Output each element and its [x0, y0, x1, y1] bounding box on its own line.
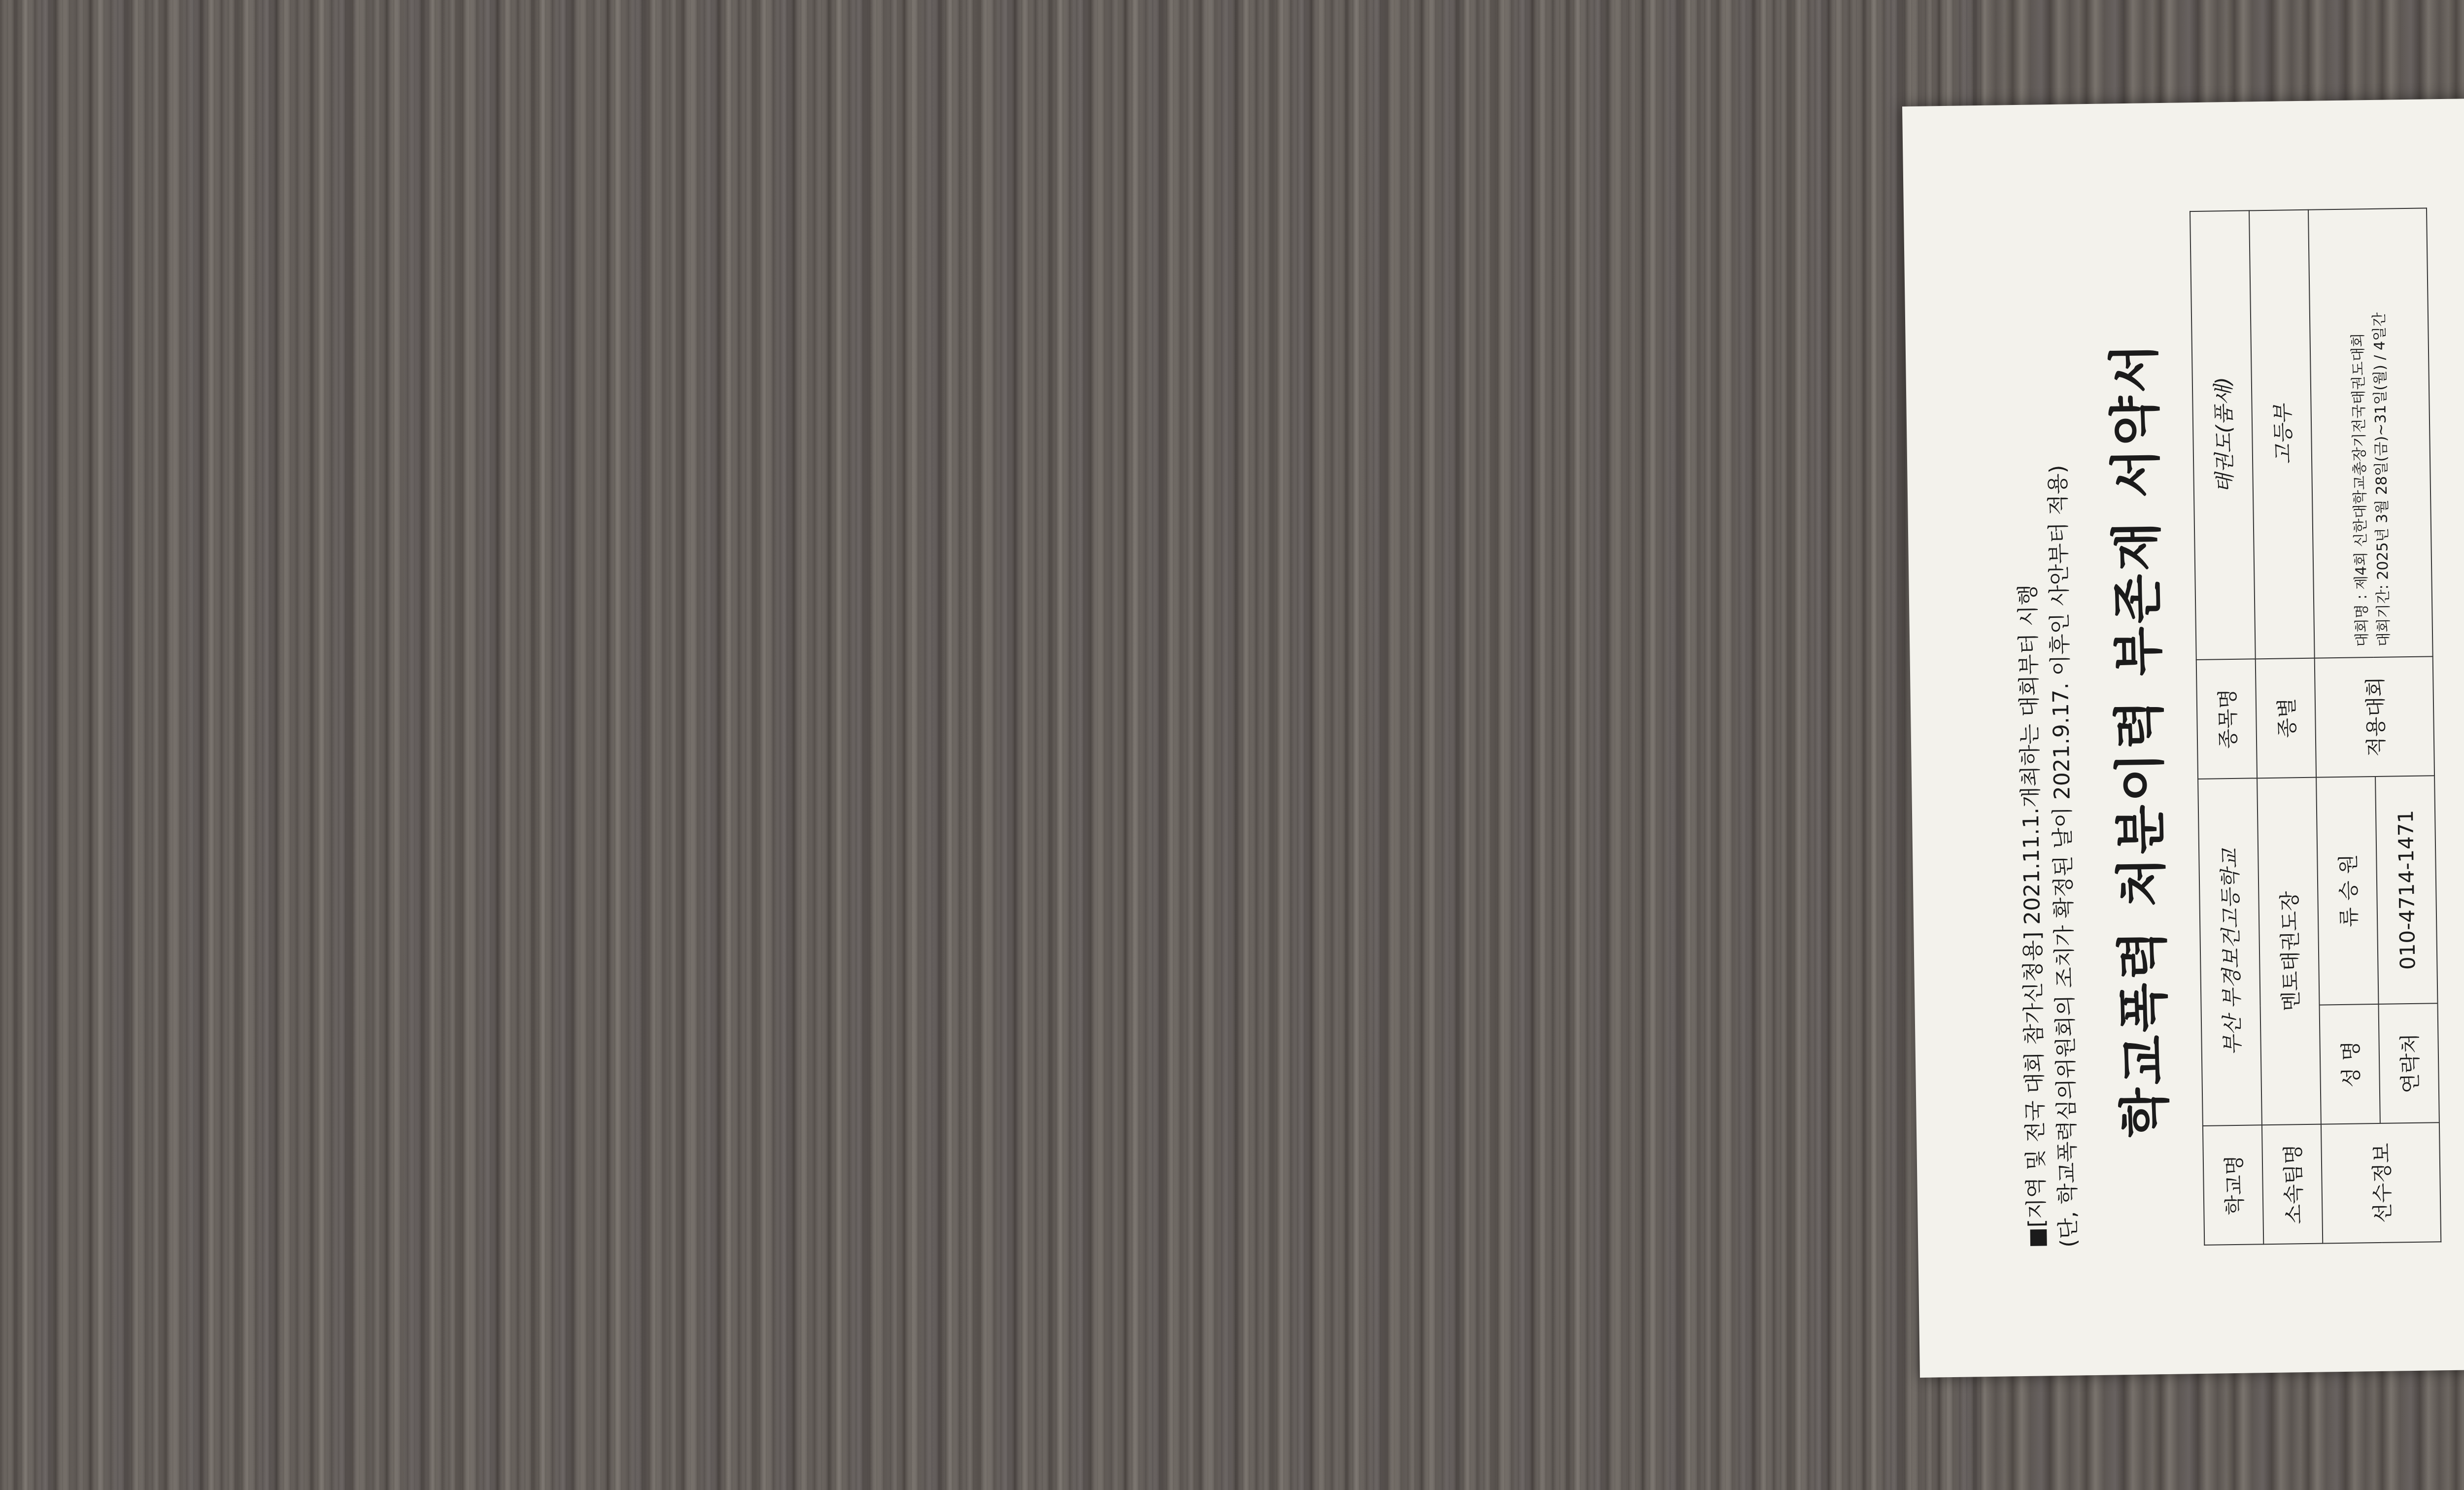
- player-label: 선수정보: [2321, 1122, 2441, 1243]
- notice-block: [2011, 465, 2085, 1248]
- school-label: 학교명: [2203, 1125, 2263, 1245]
- name-label: 성 명: [2320, 1004, 2380, 1124]
- applied-label: 적용대회: [2315, 656, 2434, 777]
- event-value: 태권도(품새): [2190, 210, 2256, 659]
- applied-event-period: 대회기간: 2025년 3월 28일(금)~31일(월) / 4일간: [2370, 312, 2393, 647]
- applied-value: [2308, 208, 2433, 658]
- contact-value: 010-4714-1471: [2375, 776, 2437, 1004]
- team-value: 멘토태권도장: [2257, 777, 2321, 1125]
- notice-line-1: ■[지역 및 전국 대회 참가신청용] 2021.11.1.개최하는 대회부터 시행: [2015, 584, 2050, 1249]
- division-label: 종별: [2256, 658, 2316, 778]
- division-value: 고등부: [2249, 210, 2315, 659]
- school-value: 부산 부경보건고등학교: [2198, 778, 2262, 1126]
- team-label: 소속팀명: [2262, 1124, 2323, 1245]
- event-label: 종목명: [2196, 659, 2257, 779]
- name-value: 류 승 원: [2316, 777, 2378, 1005]
- notice-line-2: (단, 학교폭력심의위원회의 조치가 확정된 날이 2021.9.17. 이후인 사안부터 적용): [2045, 465, 2082, 1248]
- document-title: 학교폭력 처분이력 부존재 서약서: [2104, 340, 2176, 1138]
- info-table: [2190, 207, 2441, 1246]
- document-sheet: [1902, 81, 2464, 1378]
- applied-event-name: 대회명 : 제4회 신한대학교총장기전국태권도대회: [2349, 333, 2371, 647]
- contact-label: 연락처: [2379, 1003, 2439, 1123]
